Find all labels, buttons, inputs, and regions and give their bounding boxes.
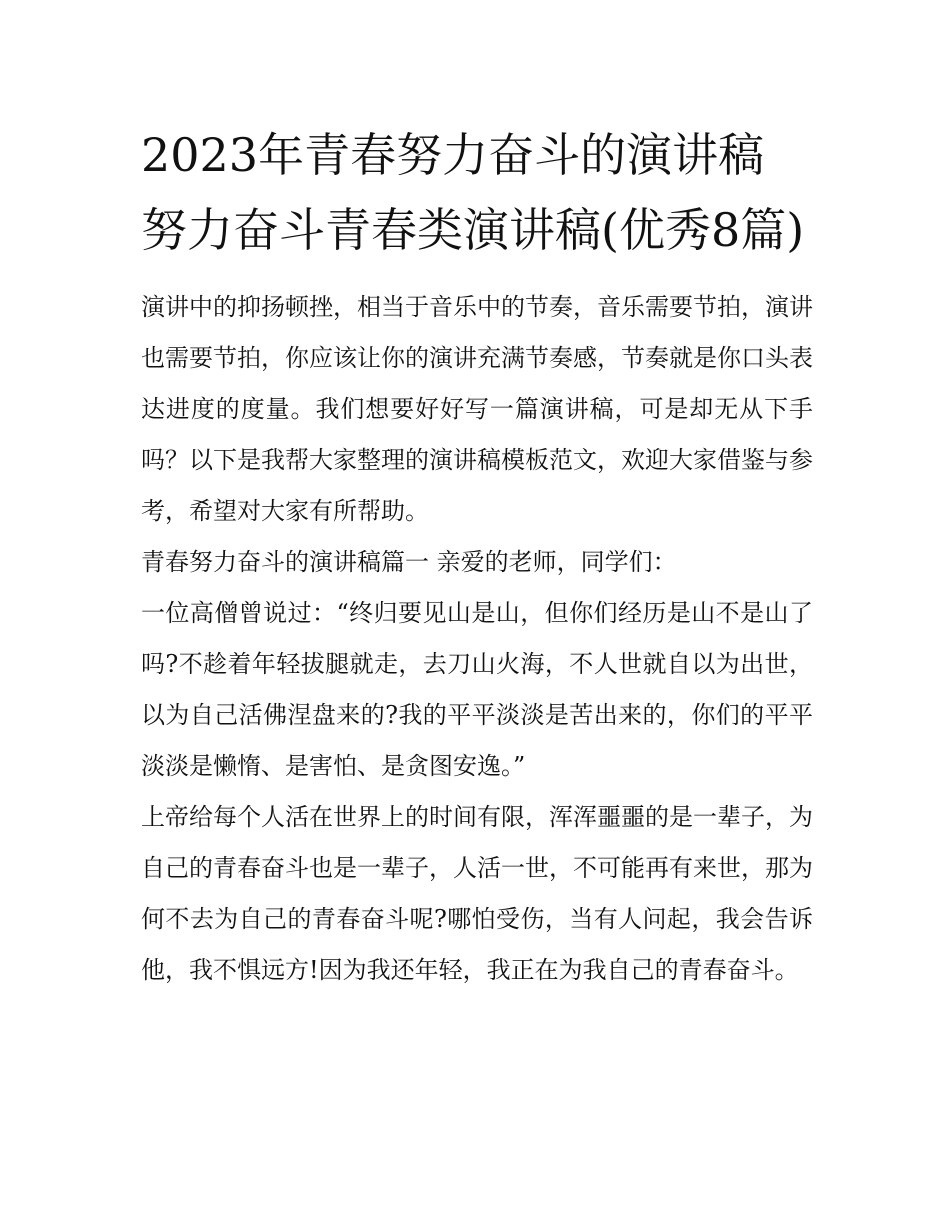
body-paragraph-closing: 上帝给每个人活在世界上的时间有限，浑浑噩噩的是一辈子，为自己的青春奋斗也是一辈子，人活一世，不可能再有来世，那为何不去为自己的青春奋斗呢?哪怕受伤，当有人问起，我会告诉他，我不惧远方!因为我还年轻，我正在为我自己的青春奋斗。 (141, 803, 813, 984)
body-paragraph-quote: 一位高僧曾说过：“终归要见山是山，但你们经历是山不是山了吗?不趁着年轻拔腿就走，去刀山火海，不人世就自以为出世，以为自己活佛涅盘来的?我的平平淡淡是苦出来的，你们的平平淡淡是懒惰、是害怕、是贪图安逸。” (141, 599, 813, 780)
document-content (141, 118, 813, 996)
document-title: 2023年青春努力奋斗的演讲稿 努力奋斗青春类演讲稿(优秀8篇) (141, 128, 805, 257)
document-body (141, 282, 813, 996)
body-paragraph-intro: 演讲中的抑扬顿挫，相当于音乐中的节奏，音乐需要节拍，演讲也需要节拍，你应该让你的演讲充满节奏感，节奏就是你口头表达进度的度量。我们想要好好写一篇演讲稿，可是却无从下手吗？以下是我帮大家整理的演讲稿模板范文，欢迎大家借鉴与参考，希望对大家有所帮助。 (141, 293, 813, 525)
body-paragraph-heading: 青春努力奋斗的演讲稿篇一 亲爱的老师，同学们： (141, 548, 677, 576)
